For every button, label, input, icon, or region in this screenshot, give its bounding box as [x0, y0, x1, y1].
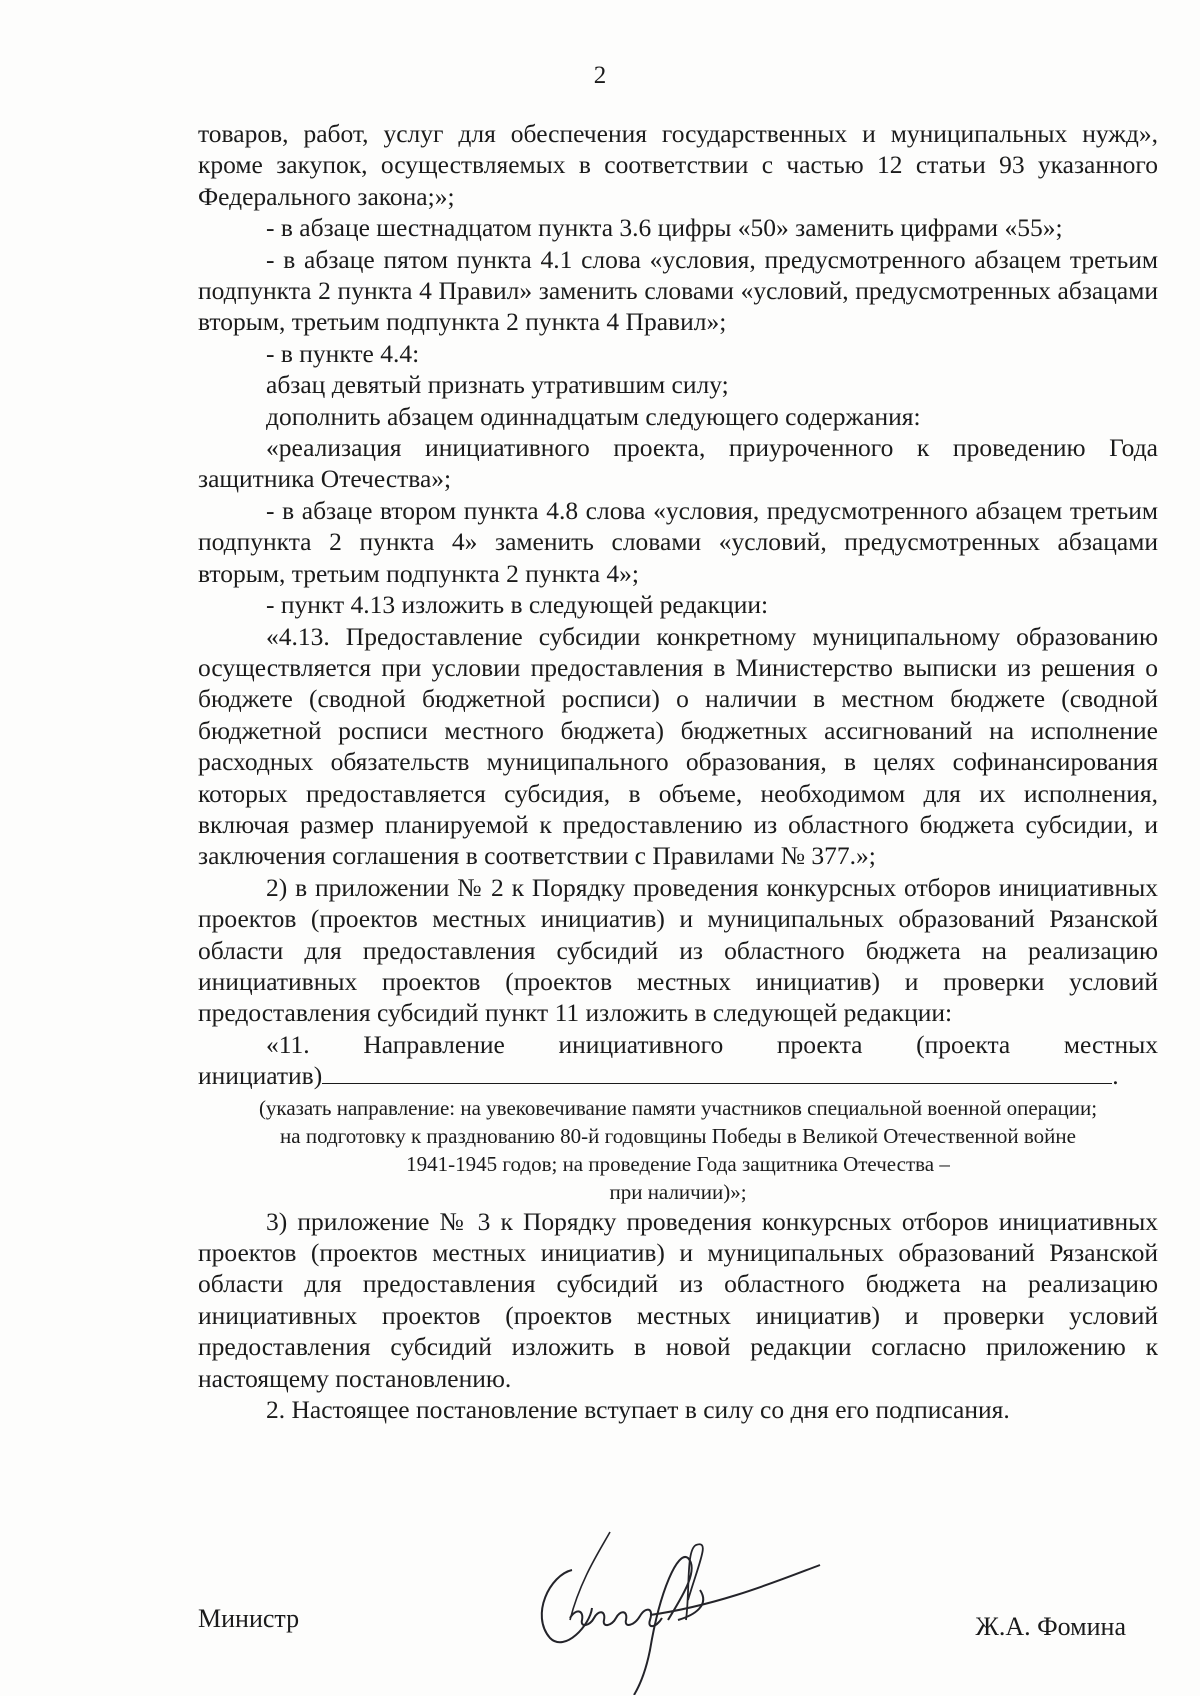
paragraph-item-11-heading: «11. Направление инициативного проекта (проекта местных	[266, 1029, 1158, 1059]
paragraph-item-3-6: - в абзаце шестнадцатом пункта 3.6 цифры «50» заменить цифрами «55»;	[266, 213, 1063, 243]
item-11-label: инициатив)	[198, 1061, 323, 1091]
paragraph-item-4-8: - в абзаце втором пункта 4.8 слова «условия, предусмотренного абзацем третьим подпункта 2 пункта 4» заменить словами «условий, предусмотренных абзацами вторым, третьим подпункта 2 пункта 4»;	[198, 495, 1158, 588]
handwritten-signature	[510, 1520, 890, 1695]
paragraph-defender-year: «реализация инициативного проекта, приуроченного к проведению Года защитника Отечества»;	[198, 433, 1158, 494]
paragraph-item-4-13-text: «4.13. Предоставление субсидии конкретному муниципальному образованию осуществляется при условии предоставления в Министерство выписки из решения о бюджете (сводной бюджетной росписи) о наличии в местном бюджете (сводной бюджетной росписи местного бюджета) бюджетных ассигнований на исполнение расходных обязательств муниципального образования, в целях софинансирования которых предоставляется субсидия, в объеме, необходимом для их исполнения, включая размер планируемой к предоставлению из областного бюджета субсидии, и заключения соглашения в соответствии с Правилами № 377.»;	[198, 621, 1158, 871]
item-11-period: .	[1112, 1061, 1119, 1091]
paragraph-goods-works: товаров, работ, услуг для обеспечения государственных и муниципальных нужд», кроме закупок, осуществляемых в соответствии с частью 12 статьи 93 указанного Федерального закона;»;	[198, 119, 1158, 211]
signatory-title: Министр	[198, 1604, 300, 1633]
paragraph-item-4-4: - в пункте 4.4:	[266, 338, 420, 368]
paragraph-add-abzac-11: дополнить абзацем одиннадцатым следующего содержания:	[266, 401, 921, 431]
page-number: 2	[593, 62, 607, 89]
document-body	[198, 118, 1158, 1425]
fill-in-blank-line	[322, 1061, 1112, 1084]
paragraph-appendix-2: 2) в приложении № 2 к Порядку проведения конкурсных отборов инициативных проектов (проектов местных инициатив) и муниципальных образований Рязанской области для предоставления субсидий из областного бюджета на реализацию инициативных проектов (проектов местных инициатив) и проверки условий предоставления субсидий пункт 11 изложить в следующей редакции:	[198, 872, 1158, 1028]
paragraph-item-11-blank	[198, 1060, 1158, 1091]
paragraph-item-4-1: - в абзаце пятом пункта 4.1 слова «условия, предусмотренного абзацем третьим подпункта 2 пункта 4 Правил» заменить словами «условий, предусмотренных абзацами вторым, третьим подпункта 2 пункта 4 Правил»;	[198, 244, 1158, 337]
blank-caption	[188, 1094, 1168, 1206]
caption-line: 1941-1945 годов; на проведение Года защитника Отечества –	[406, 1151, 950, 1176]
paragraph-abzac-9: абзац девятый признать утратившим силу;	[266, 370, 729, 400]
paragraph-effective-date: 2. Настоящее постановление вступает в силу со дня его подписания.	[266, 1395, 1010, 1425]
caption-line: на подготовку к празднованию 80-й годовщины Победы в Великой Отечественной войне	[280, 1123, 1076, 1148]
caption-line: (указать направление: на увековечивание памяти участников специальной военной операции;	[258, 1095, 1098, 1120]
paragraph-item-4-13-intro: - пункт 4.13 изложить в следующей редакции:	[266, 590, 769, 620]
signatory-name: Ж.А. Фомина	[975, 1612, 1126, 1641]
paragraph-appendix-3: 3) приложение № 3 к Порядку проведения конкурсных отборов инициативных проектов (проектов местных инициатив) и муниципальных образований Рязанской области для предоставления субсидий из областного бюджета на реализацию инициативных проектов (проектов местных инициатив) и проверки условий предоставления субсидий изложить в новой редакции согласно приложению к настоящему постановлению.	[198, 1206, 1158, 1393]
caption-line: при наличии)»;	[609, 1179, 747, 1204]
